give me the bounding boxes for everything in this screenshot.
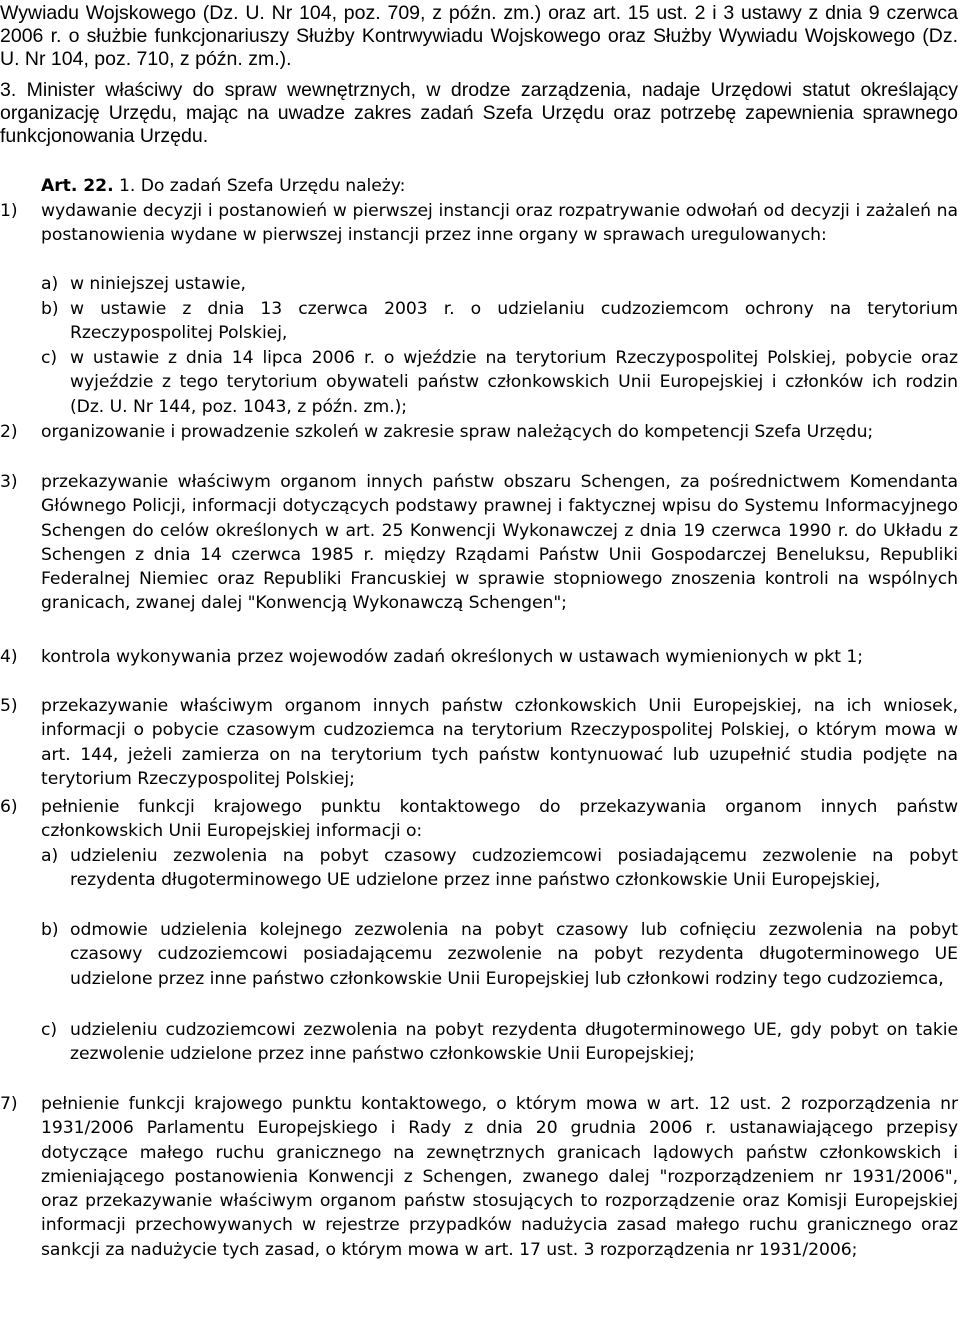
item-letter: a) [41, 274, 59, 294]
article-heading-line [41, 174, 405, 198]
item-number: 4) [0, 647, 18, 667]
item-letter: c) [41, 348, 58, 368]
item-letter: b) [41, 299, 59, 319]
item-text: w ustawie z dnia 13 czerwca 2003 r. o udzielaniu cudzoziemcom ochrony na terytorium Rzeczypospolitej Polskiej, [70, 299, 958, 344]
item-text: w ustawie z dnia 14 lipca 2006 r. o wjeździe na terytorium Rzeczypospolitej Polskiej, pobycie oraz wyjeździe z tego terytorium obywateli państw członkowskich Unii Europejskiej i członków ich rodzin (Dz. U. Nr 144, poz. 1043, z późn. zm.); [70, 348, 958, 417]
item-number: 7) [0, 1094, 18, 1114]
article-heading: Art. 22. [41, 176, 114, 196]
item-text: kontrola wykonywania przez wojewodów zadań określonych w ustawach wymienionych w pkt 1; [41, 647, 863, 667]
article-lead: 1. Do zadań Szefa Urzędu należy: [118, 176, 406, 196]
item-letter: c) [41, 1020, 58, 1040]
item-number: 2) [0, 422, 18, 442]
item-text: odmowie udzielenia kolejnego zezwolenia na pobyt czasowy lub cofnięciu zezwolenia na pobyt czasowy cudzoziemcowi posiadającemu zezwolenie na pobyt rezydenta długoterminowego UE udzielone przez inne państwo członkowskie Unii Europejskiej lub członkowi rodziny tego cudzoziemca, [70, 920, 958, 989]
item-text: przekazywanie właściwym organom innych państw obszaru Schengen, za pośrednictwem Komendanta Głównego Policji, informacji dotyczących podstawy prawnej i faktycznej wpisu do Systemu Informacyjnego Schengen do celów określonych w art. 25 Konwencji Wykonawczej z dnia 19 czerwca 1990 r. do Układu z Schengen z dnia 14 czerwca 1985 r. między Rządami Państw Unii Gospodarczej Beneluksu, Republiki Federalnej Niemiec oraz Republiki Francuskiej w sprawie stopniowego znoszenia kontroli na wspólnych granicach, zwanej dalej "Konwencją Wykonawczą Schengen"; [41, 472, 958, 614]
item-text: udzieleniu cudzoziemcowi zezwolenia na pobyt rezydenta długoterminowego UE, gdy pobyt on takie zezwolenie udzielone przez inne państwo członkowskie Unii Europejskiej; [70, 1020, 958, 1065]
item-letter: a) [41, 846, 59, 866]
item-letter: b) [41, 920, 59, 940]
item-text: pełnienie funkcji krajowego punktu kontaktowego, o którym mowa w art. 12 ust. 2 rozporządzenia nr 1931/2006 Parlamentu Europejskiego i Rady z dnia 20 grudnia 2006 r. ustanawiającego przepisy dotyczące małego ruchu granicznego na zewnętrznych granicach lądowych państw członkowskich i zmieniającego postanowienia Konwencji z Schengen, zwanego dalej "rozporządzeniem nr 1931/2006", oraz przekazywanie właściwym organom państw stosujących to rozporządzenie oraz Komisji Europejskiej informacji przechowywanych w rejestrze przypadków nadużycia zasad małego ruchu granicznego oraz sankcji za nadużycie tych zasad, o którym mowa w art. 17 ust. 3 rozporządzenia nr 1931/2006; [41, 1094, 958, 1260]
paragraph-3: 3. Minister właściwy do spraw wewnętrznych, w drodze zarządzenia, nadaje Urzędowi statut określający organizację Urzędu, mając na uwadze zakres zadań Szefa Urzędu oraz potrzebę zapewnienia sprawnego funkcjonowania Urzędu. [0, 79, 958, 147]
item-number: 6) [0, 797, 18, 817]
item-text: organizowanie i prowadzenie szkoleń w zakresie spraw należących do kompetencji Szefa Urzędu; [41, 422, 874, 442]
item-text: w niniejszej ustawie, [70, 274, 246, 294]
intro-continued-paragraph: Wywiadu Wojskowego (Dz. U. Nr 104, poz. 709, z późn. zm.) oraz art. 15 ust. 2 i 3 ustawy z dnia 9 czerwca 2006 r. o służbie funkcjonariuszy Służby Kontrwywiadu Wojskowego oraz Służby Wywiadu Wojskowego (Dz. U. Nr 104, poz. 710, z późn. zm.). [0, 2, 958, 70]
item-text: pełnienie funkcji krajowego punktu kontaktowego do przekazywania organom innych państw członkowskich Unii Europejskiej informacji o: [41, 797, 958, 842]
item-number: 5) [0, 696, 18, 716]
item-number: 3) [0, 472, 18, 492]
item-text: wydawanie decyzji i postanowień w pierwszej instancji oraz rozpatrywanie odwołań od decyzji i zażaleń na postanowienia wydane w pierwszej instancji przez inne organy w sprawach uregulowanych: [41, 201, 958, 246]
item-text: przekazywanie właściwym organom innych państw członkowskich Unii Europejskiej, na ich wniosek, informacji o pobycie czasowym cudzoziemca na terytorium Rzeczypospolitej Polskiej, o którym mowa w art. 144, jeżeli zamierza on na terytorium tych państw kontynuować lub uzupełnić studia podjęte na terytorium Rzeczypospolitej Polskiej; [41, 696, 958, 789]
item-text: udzieleniu zezwolenia na pobyt czasowy cudzoziemcowi posiadającemu zezwolenie na pobyt rezydenta długoterminowego UE udzielone przez inne państwo członkowskie Unii Europejskiej, [70, 846, 958, 891]
item-number: 1) [0, 201, 18, 221]
